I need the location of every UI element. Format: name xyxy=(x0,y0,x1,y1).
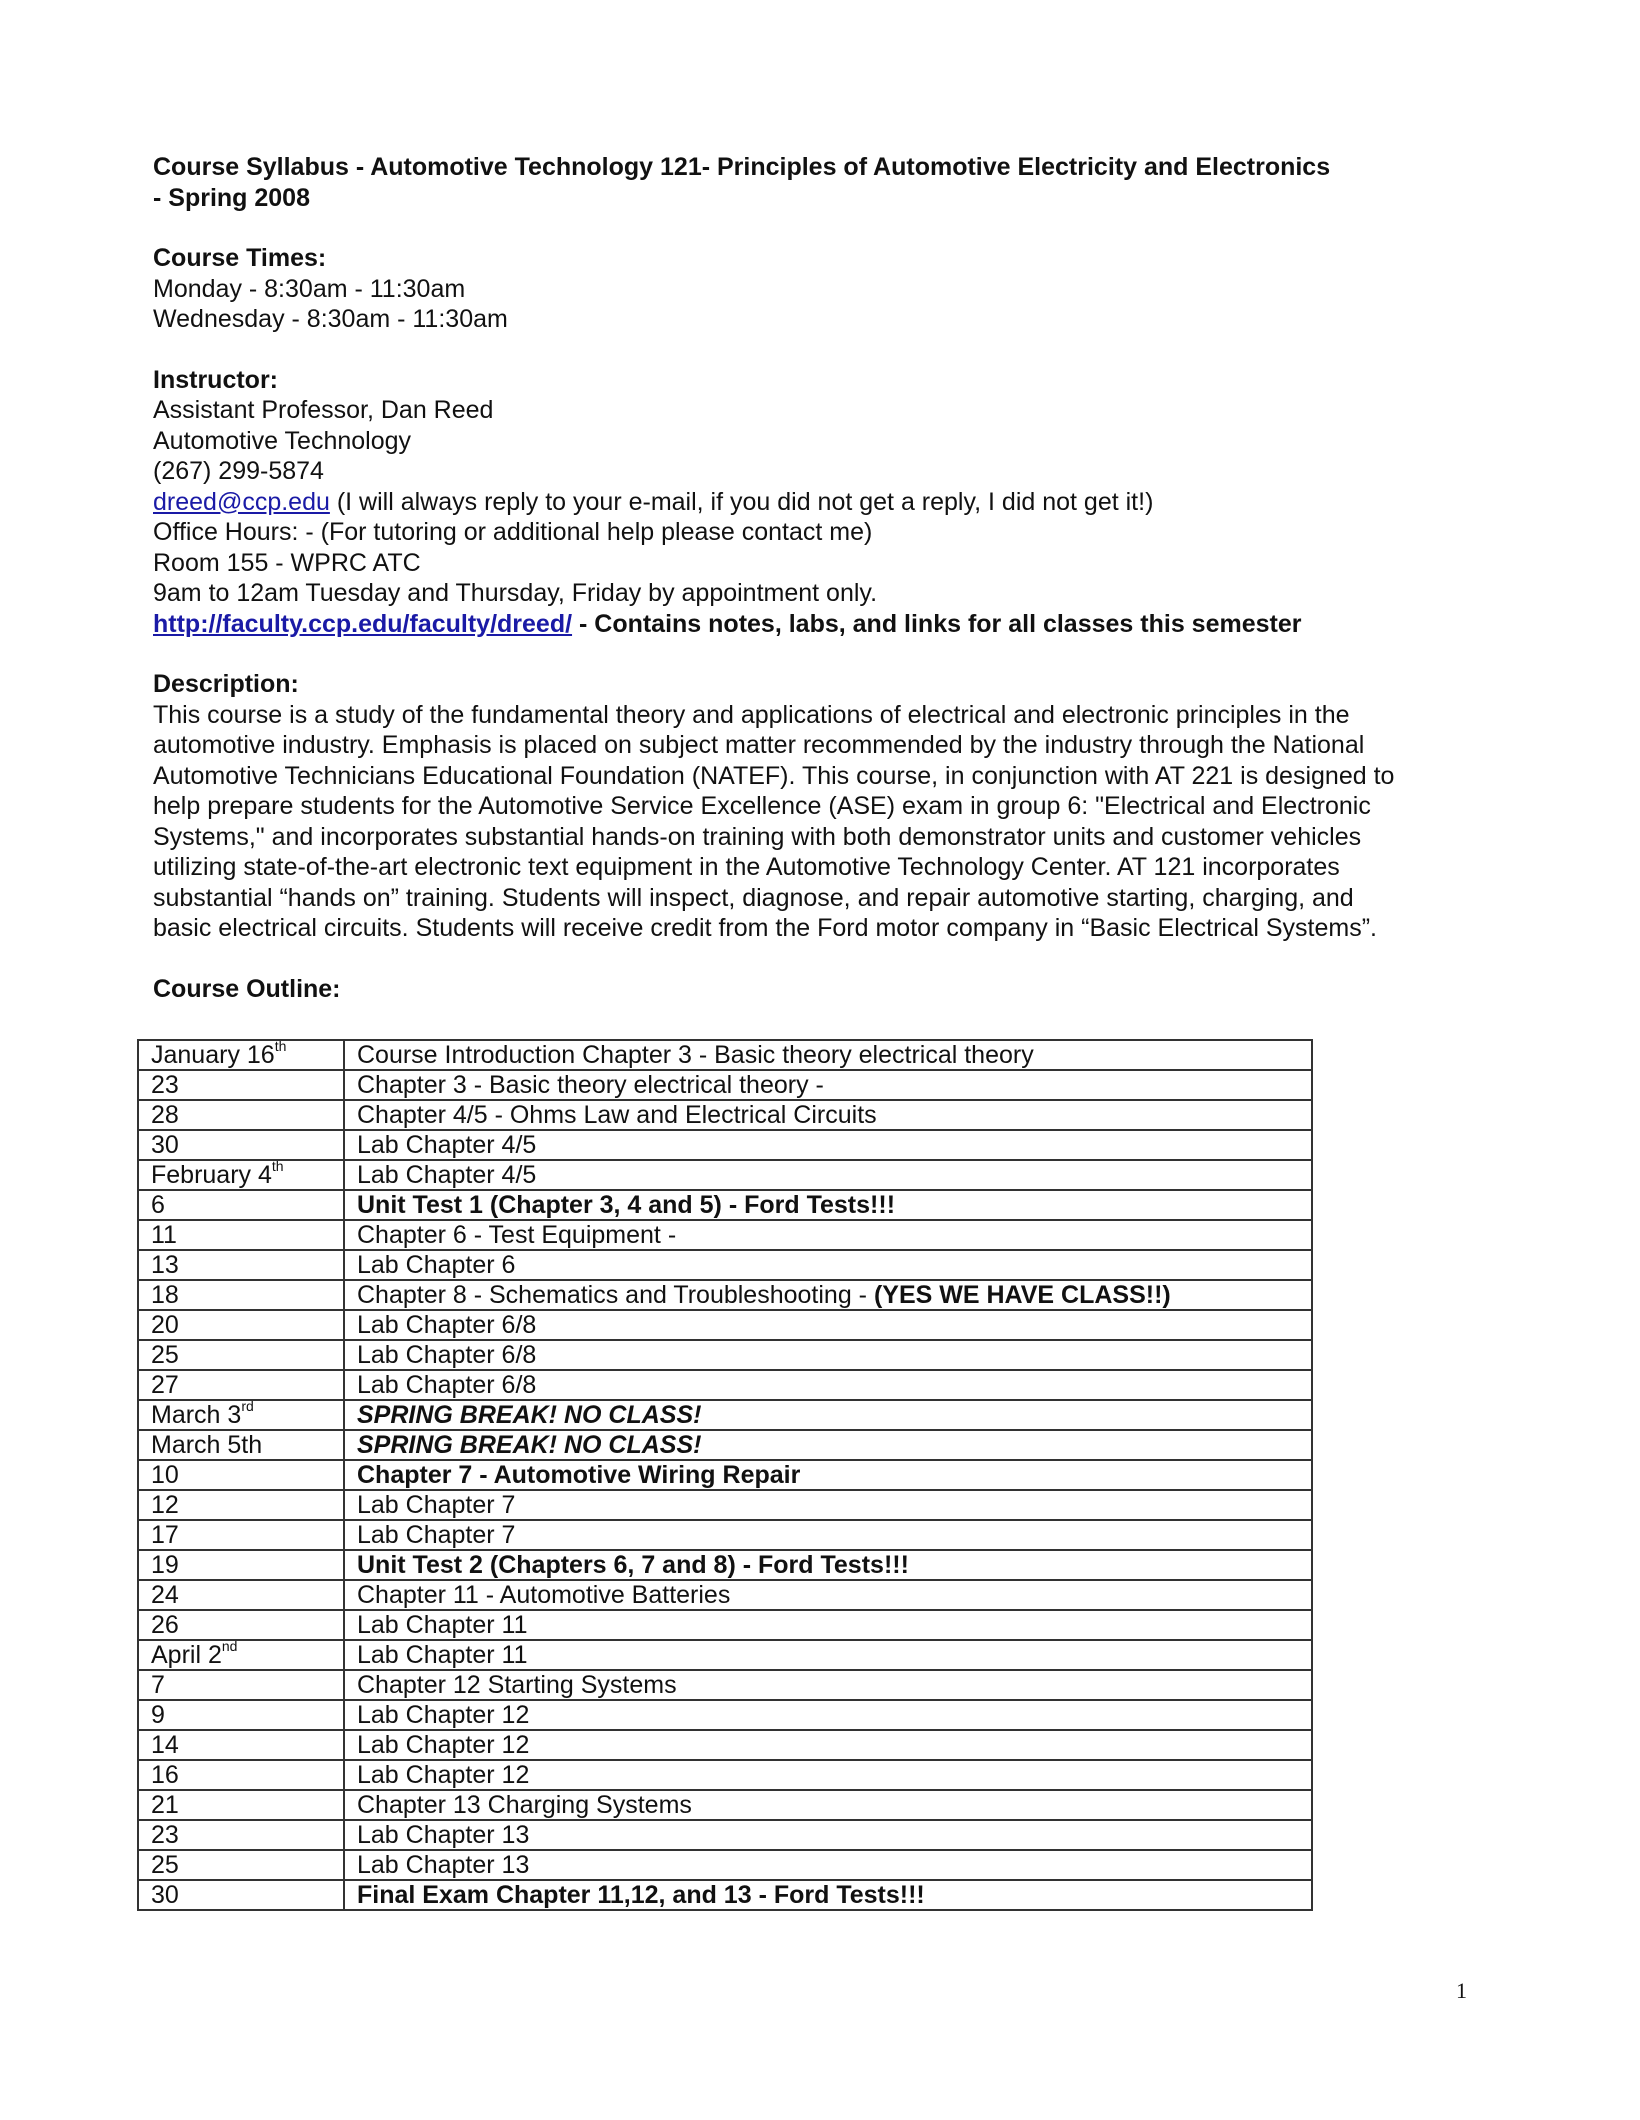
outline-topic: Final Exam Chapter 11,12, and 13 - Ford Tests!!! xyxy=(357,1880,925,1909)
outline-topic: Lab Chapter 6/8 xyxy=(357,1310,537,1339)
outline-topic-cell xyxy=(344,1640,1312,1670)
outline-date-cell xyxy=(138,1040,344,1070)
outline-topic: Lab Chapter 12 xyxy=(357,1700,530,1729)
outline-date-cell xyxy=(138,1730,344,1760)
outline-topic: SPRING BREAK! NO CLASS! xyxy=(357,1430,702,1459)
description-line: help prepare students for the Automotive Service Excellence (ASE) exam in group 6: "Electrical and Electronic xyxy=(153,792,1371,820)
outline-date: 26 xyxy=(151,1610,179,1639)
table-row xyxy=(138,1700,1312,1730)
outline-date-cell xyxy=(138,1340,344,1370)
outline-date: 25 xyxy=(151,1340,179,1369)
email-link[interactable]: dreed@ccp.edu xyxy=(153,487,330,516)
outline-date-cell xyxy=(138,1370,344,1400)
outline-topic: Chapter 3 - Basic theory electrical theory - xyxy=(357,1070,824,1099)
outline-topic-cell xyxy=(344,1040,1312,1070)
outline-date-suffix: rd xyxy=(241,1398,254,1415)
outline-topic-cell xyxy=(344,1490,1312,1520)
outline-date: 11 xyxy=(151,1220,177,1249)
outline-date: 30 xyxy=(151,1880,179,1909)
outline-topic: Unit Test 1 (Chapter 3, 4 and 5) - Ford Tests!!! xyxy=(357,1190,896,1219)
outline-date-cell xyxy=(138,1310,344,1340)
table-row xyxy=(138,1400,1312,1430)
outline-topic-cell xyxy=(344,1070,1312,1100)
outline-topic-emphasis: (YES WE HAVE CLASS!!) xyxy=(873,1280,1171,1309)
outline-date-cell xyxy=(138,1580,344,1610)
outline-date: 21 xyxy=(151,1790,179,1819)
table-row xyxy=(138,1340,1312,1370)
outline-date: 28 xyxy=(151,1100,179,1129)
outline-topic: Chapter 4/5 - Ohms Law and Electrical Circuits xyxy=(357,1100,877,1129)
outline-date-cell xyxy=(138,1400,344,1430)
description-line: utilizing state-of-the-art electronic text equipment in the Automotive Technology Center. AT 121 incorporates xyxy=(153,853,1340,881)
outline-date-cell xyxy=(138,1520,344,1550)
outline-date-cell xyxy=(138,1280,344,1310)
outline-topic-cell xyxy=(344,1550,1312,1580)
instructor-heading: Instructor: xyxy=(153,365,278,394)
outline-topic: Lab Chapter 13 xyxy=(357,1820,530,1849)
outline-date-suffix: th xyxy=(274,1038,287,1055)
outline-topic-cell xyxy=(344,1190,1312,1220)
outline-topic: Chapter 11 - Automotive Batteries xyxy=(357,1580,731,1609)
instructor-phone: (267) 299-5874 xyxy=(153,457,324,485)
description-text xyxy=(153,700,1498,944)
outline-topic: Chapter 6 - Test Equipment - xyxy=(357,1220,677,1249)
table-row xyxy=(138,1670,1312,1700)
outline-date: 19 xyxy=(151,1550,179,1579)
outline-topic: Course Introduction Chapter 3 - Basic theory electrical theory xyxy=(357,1040,1034,1069)
course-outline-heading: Course Outline: xyxy=(153,974,341,1003)
table-row xyxy=(138,1310,1312,1340)
outline-date: February 4 xyxy=(151,1160,272,1189)
email-note: (I will always reply to your e-mail, if you did not get a reply, I did not get it!) xyxy=(329,487,1154,516)
outline-date: 7 xyxy=(151,1670,165,1699)
outline-date: April 2 xyxy=(151,1640,222,1669)
outline-date-cell xyxy=(138,1700,344,1730)
table-row xyxy=(138,1070,1312,1100)
outline-date: 9 xyxy=(151,1700,165,1729)
description-line: basic electrical circuits. Students will receive credit from the Ford motor company in “Basic Electrical Systems”. xyxy=(153,914,1377,942)
table-row xyxy=(138,1820,1312,1850)
outline-topic: Lab Chapter 6/8 xyxy=(357,1370,537,1399)
document-title xyxy=(153,152,1498,213)
outline-date: 27 xyxy=(151,1370,179,1399)
outline-date-cell xyxy=(138,1670,344,1700)
outline-date: 25 xyxy=(151,1850,179,1879)
outline-date: 18 xyxy=(151,1280,179,1309)
outline-topic: Lab Chapter 7 xyxy=(357,1490,516,1519)
outline-topic-cell xyxy=(344,1340,1312,1370)
course-outline-body xyxy=(138,1040,1312,1910)
outline-date-cell xyxy=(138,1250,344,1280)
outline-topic: Chapter 13 Charging Systems xyxy=(357,1790,692,1819)
outline-date: March 3 xyxy=(151,1400,242,1429)
description-line: Automotive Technicians Educational Foundation (NATEF). This course, in conjunction with AT 221 is designed to xyxy=(153,761,1395,790)
outline-topic-cell xyxy=(344,1850,1312,1880)
outline-topic-cell xyxy=(344,1100,1312,1130)
outline-topic-cell xyxy=(344,1670,1312,1700)
course-time-monday: Monday - 8:30am - 11:30am xyxy=(153,274,466,303)
outline-date-cell xyxy=(138,1850,344,1880)
outline-topic-cell xyxy=(344,1430,1312,1460)
outline-topic: Chapter 12 Starting Systems xyxy=(357,1670,677,1699)
outline-topic-cell xyxy=(344,1400,1312,1430)
description-line: This course is a study of the fundamental theory and applications of electrical and electronic principles in the xyxy=(153,700,1350,729)
outline-date-cell xyxy=(138,1610,344,1640)
page-number: 1 xyxy=(1456,1978,1467,2003)
outline-date: 14 xyxy=(151,1730,179,1759)
title-line-2: - Spring 2008 xyxy=(153,183,310,212)
outline-topic-cell xyxy=(344,1880,1312,1910)
outline-topic-cell xyxy=(344,1610,1312,1640)
course-times-heading: Course Times: xyxy=(153,244,327,272)
table-row xyxy=(138,1760,1312,1790)
instructor-department: Automotive Technology xyxy=(153,426,412,455)
outline-topic: Lab Chapter 11 xyxy=(357,1640,528,1669)
outline-topic: Lab Chapter 4/5 xyxy=(357,1160,537,1189)
instructor-name: Assistant Professor, Dan Reed xyxy=(153,396,494,424)
outline-topic-cell xyxy=(344,1310,1312,1340)
outline-topic-cell xyxy=(344,1820,1312,1850)
outline-date-cell xyxy=(138,1100,344,1130)
outline-topic: SPRING BREAK! NO CLASS! xyxy=(357,1400,702,1429)
outline-topic: Lab Chapter 12 xyxy=(357,1730,530,1759)
website-note: - Contains notes, labs, and links for all classes this semester xyxy=(572,609,1302,638)
outline-topic-cell xyxy=(344,1730,1312,1760)
outline-topic-cell xyxy=(344,1700,1312,1730)
outline-date: 12 xyxy=(151,1490,179,1519)
syllabus-page xyxy=(153,152,1498,1004)
outline-date-cell xyxy=(138,1160,344,1190)
outline-topic: Lab Chapter 13 xyxy=(357,1850,530,1879)
table-row xyxy=(138,1280,1312,1310)
outline-topic-cell xyxy=(344,1370,1312,1400)
outline-date-cell xyxy=(138,1430,344,1460)
table-row xyxy=(138,1520,1312,1550)
outline-date: 10 xyxy=(151,1460,179,1489)
outline-topic-cell xyxy=(344,1460,1312,1490)
outline-date: 6 xyxy=(151,1190,165,1219)
outline-date-suffix: nd xyxy=(221,1638,238,1655)
office-hours: Office Hours: - (For tutoring or additional help please contact me) xyxy=(153,518,873,546)
outline-topic: Lab Chapter 12 xyxy=(357,1760,530,1789)
outline-topic-cell xyxy=(344,1220,1312,1250)
table-row xyxy=(138,1130,1312,1160)
description-line: substantial “hands on” training. Students will inspect, diagnose, and repair automotive starting, charging, and xyxy=(153,883,1354,912)
outline-date-suffix: th xyxy=(271,1158,284,1175)
table-row xyxy=(138,1460,1312,1490)
outline-date-cell xyxy=(138,1220,344,1250)
table-row xyxy=(138,1640,1312,1670)
course-time-wednesday: Wednesday - 8:30am - 11:30am xyxy=(153,305,508,333)
table-row xyxy=(138,1580,1312,1610)
outline-topic-cell xyxy=(344,1790,1312,1820)
instructor-email-line xyxy=(153,487,1498,518)
outline-date: 13 xyxy=(151,1250,179,1279)
description-heading: Description: xyxy=(153,670,299,698)
table-row xyxy=(138,1850,1312,1880)
outline-topic-cell xyxy=(344,1580,1312,1610)
table-row xyxy=(138,1790,1312,1820)
outline-date-cell xyxy=(138,1550,344,1580)
table-row xyxy=(138,1040,1312,1070)
table-row xyxy=(138,1610,1312,1640)
table-row xyxy=(138,1100,1312,1130)
outline-topic-cell xyxy=(344,1130,1312,1160)
outline-date: 16 xyxy=(151,1760,179,1789)
outline-date: 17 xyxy=(151,1520,179,1549)
office-room: Room 155 - WPRC ATC xyxy=(153,548,421,577)
outline-date-cell xyxy=(138,1760,344,1790)
table-row xyxy=(138,1220,1312,1250)
outline-topic: Unit Test 2 (Chapters 6, 7 and 8) - Ford Tests!!! xyxy=(357,1550,909,1579)
table-row xyxy=(138,1160,1312,1190)
table-row xyxy=(138,1550,1312,1580)
course-outline-table xyxy=(137,1039,1313,1911)
outline-topic-cell xyxy=(344,1160,1312,1190)
outline-date-cell xyxy=(138,1880,344,1910)
outline-topic: Lab Chapter 11 xyxy=(357,1610,528,1639)
outline-date: 20 xyxy=(151,1310,179,1339)
outline-date-cell xyxy=(138,1790,344,1820)
description-line: Systems," and incorporates substantial hands-on training with both demonstrator units and customer vehicles xyxy=(153,822,1362,851)
title-line-1: Course Syllabus - Automotive Technology 121- Principles of Automotive Electricity and Electronics xyxy=(153,153,1331,181)
outline-date-cell xyxy=(138,1130,344,1160)
outline-date-cell xyxy=(138,1190,344,1220)
table-row xyxy=(138,1730,1312,1760)
outline-date: 24 xyxy=(151,1580,179,1609)
table-row xyxy=(138,1250,1312,1280)
outline-date-cell xyxy=(138,1820,344,1850)
outline-date: March 5th xyxy=(151,1430,263,1459)
table-row xyxy=(138,1190,1312,1220)
website-link[interactable]: http://faculty.ccp.edu/faculty/dreed/ xyxy=(153,609,573,638)
office-hours-times: 9am to 12am Tuesday and Thursday, Friday by appointment only. xyxy=(153,579,878,607)
outline-date-cell xyxy=(138,1070,344,1100)
website-line xyxy=(153,609,1498,640)
table-row xyxy=(138,1370,1312,1400)
outline-topic-cell xyxy=(344,1280,1312,1310)
outline-topic: Lab Chapter 7 xyxy=(357,1520,516,1549)
table-row xyxy=(138,1490,1312,1520)
outline-date: January 16 xyxy=(151,1040,275,1069)
table-row xyxy=(138,1430,1312,1460)
outline-date: 30 xyxy=(151,1130,179,1159)
outline-topic: Lab Chapter 6 xyxy=(357,1250,516,1279)
description-line: automotive industry. Emphasis is placed on subject matter recommended by the industry through the National xyxy=(153,731,1365,759)
outline-topic: Chapter 7 - Automotive Wiring Repair xyxy=(357,1460,801,1489)
outline-topic: Lab Chapter 6/8 xyxy=(357,1340,537,1369)
outline-topic-cell xyxy=(344,1250,1312,1280)
outline-topic: Lab Chapter 4/5 xyxy=(357,1130,537,1159)
outline-date: 23 xyxy=(151,1820,179,1849)
outline-topic: Chapter 8 - Schematics and Troubleshooting - xyxy=(357,1280,874,1309)
outline-date-cell xyxy=(138,1490,344,1520)
outline-topic-cell xyxy=(344,1520,1312,1550)
outline-date: 23 xyxy=(151,1070,179,1099)
outline-date-cell xyxy=(138,1460,344,1490)
outline-date-cell xyxy=(138,1640,344,1670)
outline-topic-cell xyxy=(344,1760,1312,1790)
table-row xyxy=(138,1880,1312,1910)
